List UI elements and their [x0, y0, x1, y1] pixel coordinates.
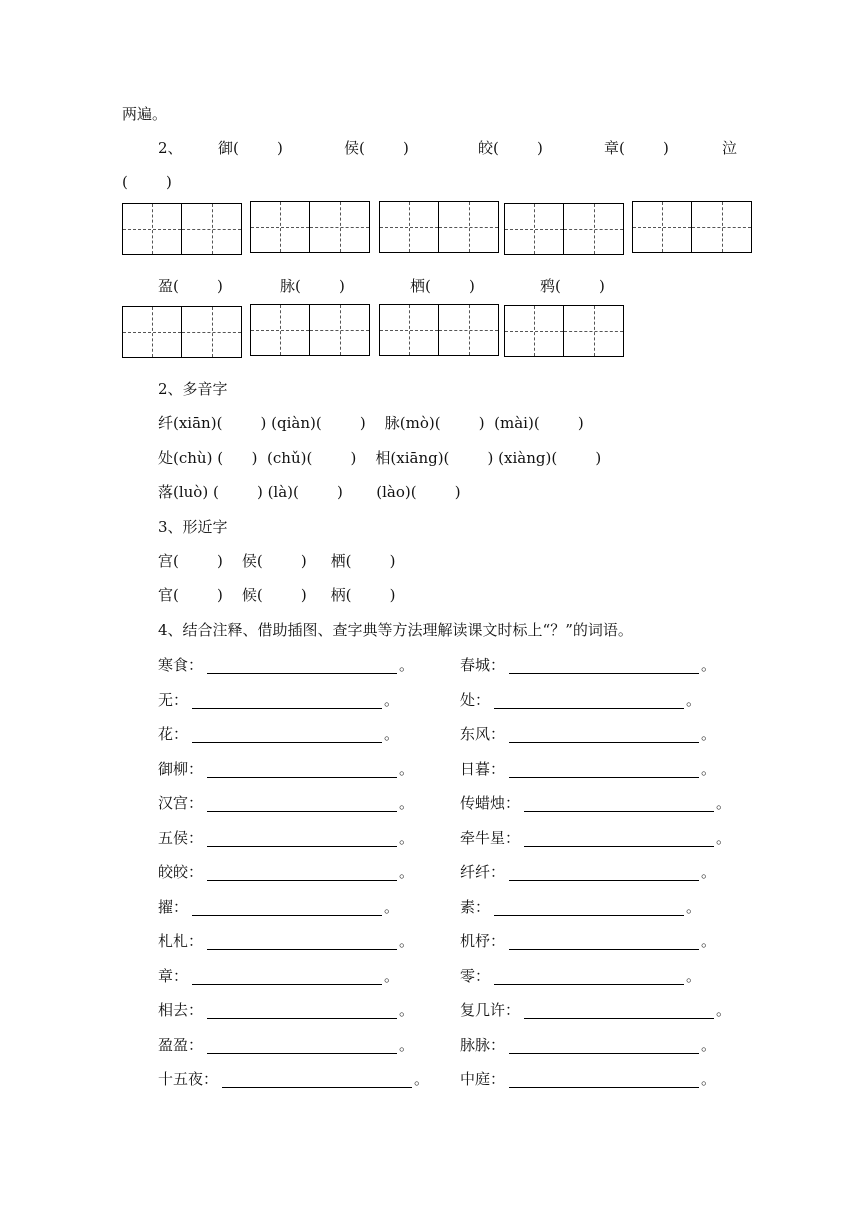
end-period: 。 [399, 759, 415, 778]
polyphone-line: 纤(xiān)( ) (qiàn)( ) 脉(mò)( ) (mài)( ) [158, 414, 584, 432]
answer-blank[interactable] [207, 846, 397, 847]
char-item-hou: 侯( ) [344, 139, 409, 157]
right-vocab-label: 东风： [460, 725, 506, 743]
char-item-jiao: 皎( ) [478, 139, 543, 157]
right-vocab-label: 机杼： [460, 932, 506, 950]
char-item-ya: 鸦( ) [540, 277, 605, 295]
answer-blank[interactable] [524, 811, 714, 812]
writing-grid[interactable] [632, 201, 752, 253]
right-vocab-label: 中庭： [460, 1070, 506, 1088]
answer-blank[interactable] [509, 1053, 699, 1054]
end-period: 。 [701, 725, 717, 743]
writing-grid[interactable] [379, 201, 499, 253]
end-period: 。 [716, 794, 732, 812]
end-period: 。 [414, 1070, 430, 1088]
writing-grid[interactable] [122, 203, 242, 255]
answer-blank[interactable] [207, 811, 397, 812]
right-vocab-label: 春城： [460, 656, 506, 674]
answer-blank[interactable] [207, 777, 397, 778]
left-vocab-label: 皎皎： [158, 863, 204, 881]
end-period: 。 [399, 1001, 415, 1019]
char-item-yu: 御( ) [218, 139, 283, 157]
end-period: 。 [384, 725, 400, 743]
answer-blank[interactable] [524, 1018, 714, 1019]
left-vocab-label: 花： [158, 725, 189, 743]
answer-blank[interactable] [509, 880, 699, 881]
writing-grid[interactable] [504, 305, 624, 357]
left-vocab-label: 相去： [158, 1001, 204, 1019]
writing-grid[interactable] [379, 304, 499, 356]
end-period: 。 [384, 897, 400, 916]
polyphone-line: 处(chù) ( ) (chǔ)( ) 相(xiāng)( ) (xiàng)( ) [158, 449, 602, 467]
end-period: 。 [701, 932, 717, 950]
answer-blank[interactable] [207, 949, 397, 950]
writing-grid[interactable] [250, 304, 370, 356]
char-item-mai: 脉( ) [280, 277, 345, 295]
left-vocab-label: 札札： [158, 932, 204, 950]
left-vocab-label: 盈盈： [158, 1035, 204, 1054]
end-period: 。 [701, 759, 717, 778]
end-period: 。 [716, 1001, 732, 1019]
right-vocab-label: 纤纤： [460, 863, 506, 881]
left-vocab-label: 汉宫： [158, 794, 204, 812]
end-period: 。 [701, 1035, 717, 1054]
char-item-zhang: 章( ) [604, 139, 669, 157]
left-vocab-label: 擢： [158, 897, 189, 916]
end-period: 。 [686, 690, 702, 709]
end-period: 。 [399, 863, 415, 881]
left-vocab-label: 御柳： [158, 759, 204, 778]
end-period: 。 [686, 966, 702, 985]
end-period: 。 [701, 863, 717, 881]
answer-blank[interactable] [192, 915, 382, 916]
polyphone-line: 落(luò) ( ) (là)( ) (lào)( ) [158, 483, 461, 501]
end-period: 。 [399, 794, 415, 812]
right-vocab-label: 零： [460, 966, 491, 985]
writing-grid[interactable] [122, 306, 242, 358]
right-vocab-label: 传蜡烛： [460, 794, 521, 812]
similar-title: 3、形近字 [158, 518, 228, 536]
left-vocab-label: 寒食： [158, 656, 204, 674]
left-vocab-label: 章： [158, 966, 189, 985]
end-period: 。 [399, 656, 415, 674]
answer-blank[interactable] [207, 1018, 397, 1019]
right-vocab-label: 素： [460, 897, 491, 916]
right-vocab-label: 复几许： [460, 1001, 521, 1019]
answer-blank[interactable] [494, 708, 684, 709]
right-vocab-label: 牵牛星： [460, 828, 521, 847]
end-period: 。 [701, 1070, 717, 1088]
end-period: 。 [399, 828, 415, 847]
answer-blank[interactable] [192, 708, 382, 709]
answer-blank[interactable] [494, 984, 684, 985]
vocab-title: 4、结合注释、借助插图、查字典等方法理解读课文时标上“？”的词语。 [158, 621, 633, 639]
answer-blank[interactable] [494, 915, 684, 916]
end-period: 。 [384, 966, 400, 985]
similar-line: 官( ) 候( ) 柄( ) [158, 586, 396, 604]
end-period: 。 [686, 897, 702, 916]
polyphone-title: 2、多音字 [158, 380, 228, 398]
answer-blank[interactable] [524, 846, 714, 847]
left-vocab-label: 十五夜： [158, 1070, 219, 1088]
char-item-ying: 盈( ) [158, 277, 223, 295]
answer-blank[interactable] [509, 673, 699, 674]
left-vocab-label: 五侯： [158, 828, 204, 847]
answer-blank[interactable] [192, 984, 382, 985]
end-period: 。 [701, 656, 717, 674]
answer-blank[interactable] [509, 1087, 699, 1088]
end-period: 。 [716, 828, 732, 847]
right-vocab-label: 处： [460, 690, 491, 709]
writing-grid[interactable] [504, 203, 624, 255]
answer-blank[interactable] [222, 1087, 412, 1088]
answer-blank[interactable] [207, 673, 397, 674]
end-period: 。 [399, 932, 415, 950]
right-vocab-label: 脉脉： [460, 1035, 506, 1054]
end-period: 。 [399, 1035, 415, 1054]
char-item-qi2: 栖( ) [410, 277, 475, 295]
similar-line: 宫( ) 侯( ) 栖( ) [158, 552, 396, 570]
answer-blank[interactable] [509, 742, 699, 743]
right-vocab-label: 日暮： [460, 759, 506, 778]
answer-blank[interactable] [207, 880, 397, 881]
answer-blank[interactable] [509, 949, 699, 950]
chars-section-number: 2、 [158, 139, 183, 157]
answer-blank[interactable] [207, 1053, 397, 1054]
char-item-qi-paren: ( ) [122, 173, 172, 191]
end-period: 。 [384, 690, 400, 709]
intro-tail: 两遍。 [122, 105, 168, 123]
writing-grid[interactable] [250, 201, 370, 253]
char-item-qi: 泣 [722, 139, 738, 157]
answer-blank[interactable] [192, 742, 382, 743]
left-vocab-label: 无： [158, 690, 189, 709]
answer-blank[interactable] [509, 777, 699, 778]
